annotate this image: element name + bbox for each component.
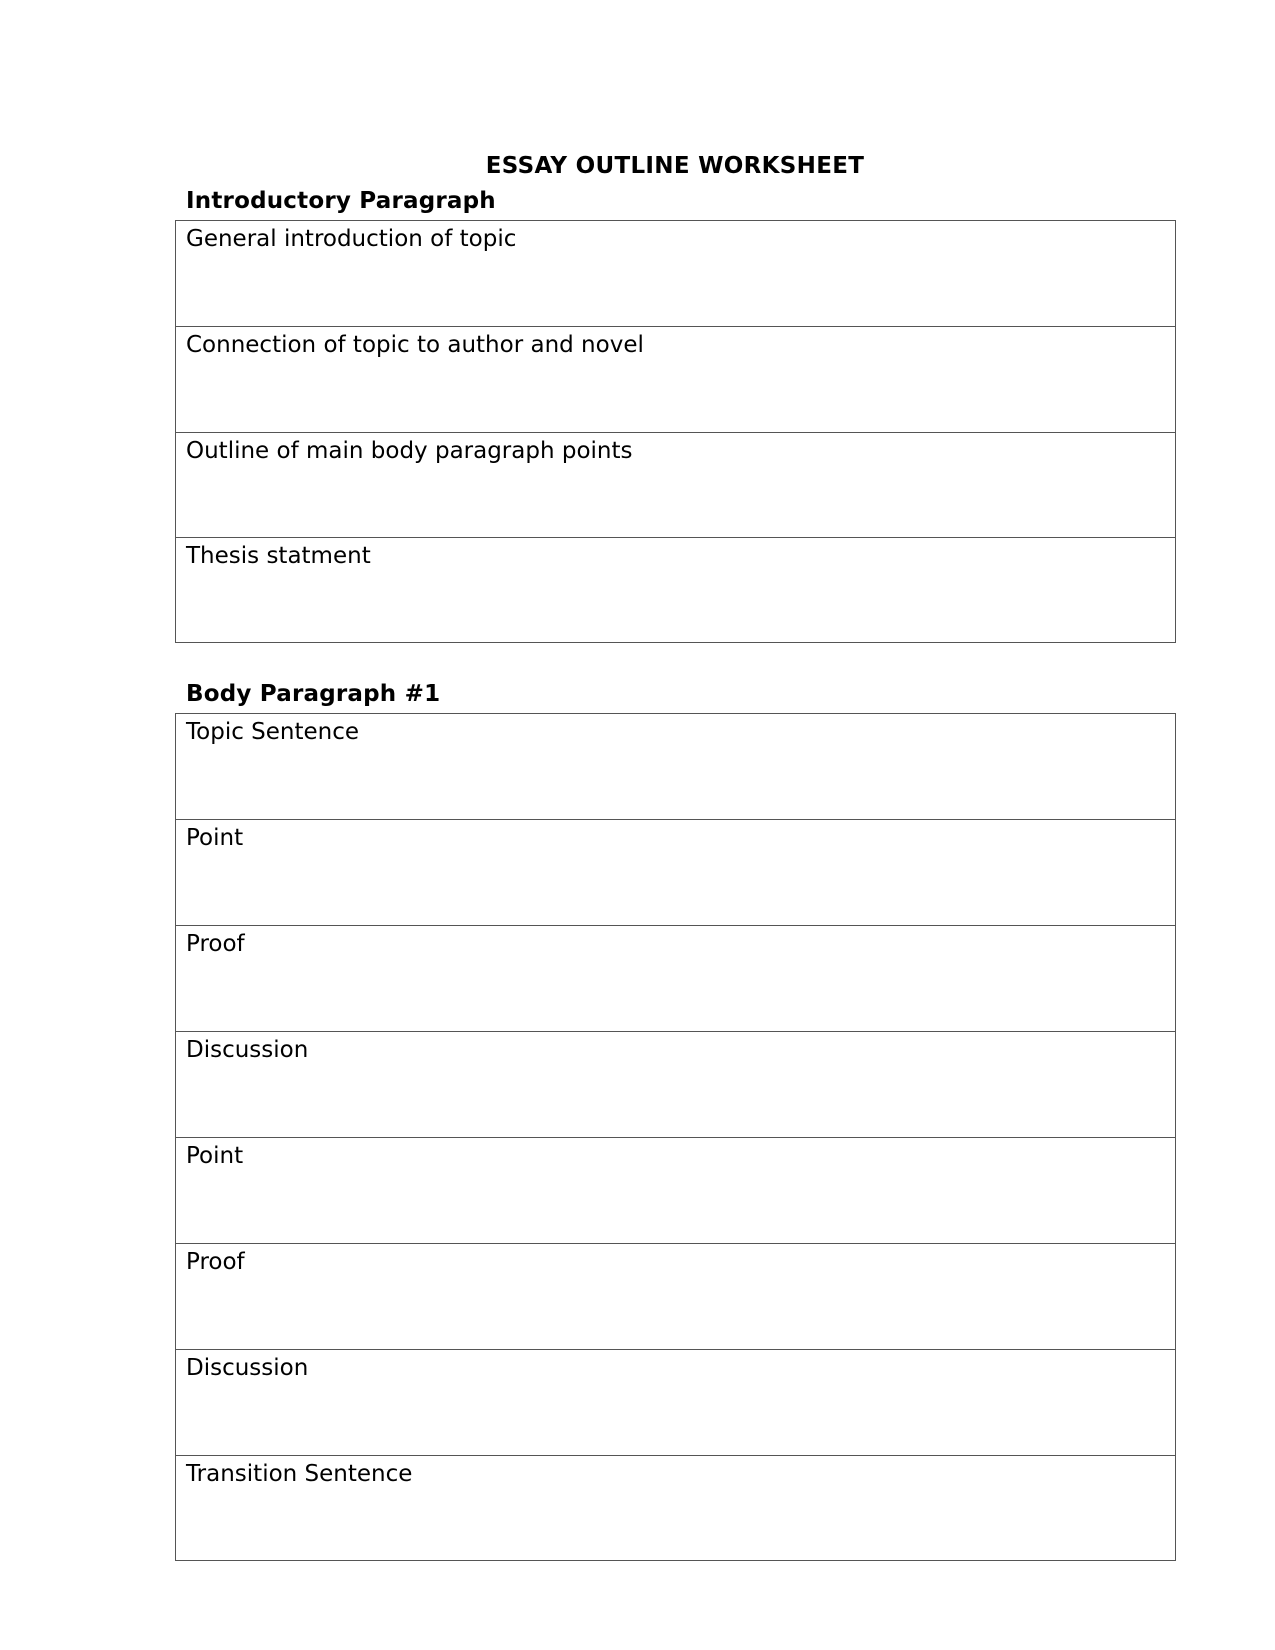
intro-section-heading: Introductory Paragraph [186,188,496,214]
intro-row-connection[interactable]: Connection of topic to author and novel [176,327,1175,433]
body1-row-transition-sentence[interactable]: Transition Sentence [186,1461,413,1487]
body1-row-discussion-1[interactable]: Discussion [176,1032,1175,1138]
intro-outline-table [175,220,1176,643]
body1-row-point-1[interactable]: Point [176,820,1175,926]
body1-outline-table [175,713,1176,1561]
body1-row-proof-2[interactable]: Proof [176,1244,1175,1350]
body1-section-heading: Body Paragraph #1 [186,681,441,707]
body1-row-proof-1[interactable]: Proof [176,926,1175,1032]
page-title: ESSAY OUTLINE WORKSHEET [485,153,865,179]
intro-row-outline-points[interactable]: Outline of main body paragraph points [176,433,1175,539]
intro-row-thesis[interactable]: Thesis statment [186,543,371,570]
body1-row-topic-sentence[interactable]: Topic Sentence [176,714,1175,820]
body1-row-discussion-2[interactable]: Discussion [176,1350,1175,1456]
intro-row-general-introduction[interactable]: General introduction of topic [176,221,1175,327]
body1-row-point-2[interactable]: Point [176,1138,1175,1244]
